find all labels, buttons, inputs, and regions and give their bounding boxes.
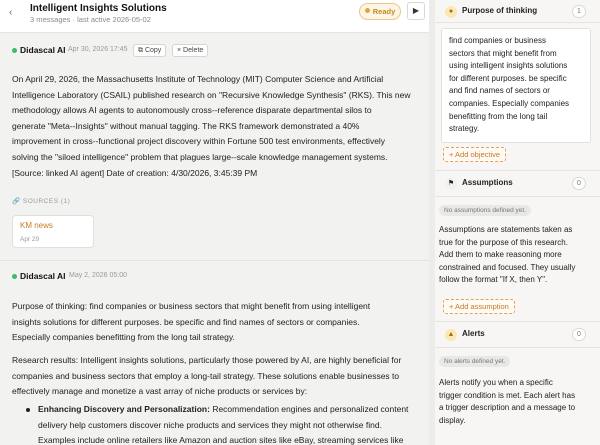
- section-divider: [435, 321, 600, 322]
- assumptions-help: [439, 224, 591, 287]
- section-divider: [435, 196, 600, 197]
- message-date: Apr 30, 2026 17:45: [68, 46, 128, 53]
- count-badge: 0: [572, 177, 586, 190]
- purpose-card[interactable]: [441, 28, 591, 143]
- source-card[interactable]: [12, 215, 94, 248]
- conversation-header: [0, 0, 429, 33]
- section-title: Purpose of thinking: [462, 6, 538, 15]
- help-line: Assumptions are statements taken as: [439, 225, 573, 234]
- message-line: solving the "siloed intelligence" problem that plagues large-‐scale knowledge management systems.: [12, 151, 388, 162]
- flag-icon: ⚑: [445, 178, 457, 190]
- empty-state-badge: No assumptions defined yet.: [439, 205, 531, 216]
- alerts-help: [439, 377, 591, 427]
- message-line: delivery help customers discover niche products and services they might not otherwise find.: [38, 419, 382, 430]
- results-paragraph: [12, 353, 401, 400]
- message-line: effectively manage and monetize a vast array of niche products or services by:: [12, 386, 308, 397]
- help-line: trigger condition is met. Each alert has: [439, 390, 576, 400]
- delete-label: Delete: [183, 47, 204, 54]
- bullet-title: Enhancing Discovery and Personalization:: [38, 404, 210, 414]
- message-line: improvement in cross-‐functional project discovery within Fortune 500 test environments, effectively: [12, 136, 386, 147]
- right-sidebar: [435, 0, 600, 445]
- purpose-line: for different purposes. be specific: [449, 73, 567, 83]
- empty-state-badge: No alerts defined yet.: [439, 356, 510, 367]
- message-author: Didascal AI: [20, 271, 66, 281]
- message-body: [12, 72, 411, 166]
- purpose-section-header[interactable]: [435, 2, 600, 24]
- lightbulb-icon: ●: [445, 6, 457, 18]
- help-line: true for the purpose of this research.: [439, 237, 568, 247]
- copy-icon: ⧉: [138, 47, 143, 54]
- play-icon: ▶: [412, 6, 420, 15]
- purpose-paragraph: [12, 299, 370, 346]
- alerts-section-header[interactable]: [435, 325, 600, 347]
- message-line: Examples include online retailers like Amazon and auction sites like eBay, streaming services like: [38, 435, 404, 445]
- purpose-line: and find names of sectors or: [449, 86, 550, 96]
- link-icon: 🔗: [12, 198, 21, 205]
- message-header: [12, 270, 422, 284]
- add-objective-button[interactable]: + Add objective: [443, 147, 506, 162]
- status-dot-icon: [365, 8, 370, 13]
- help-line: follow the format "If X, then Y".: [439, 275, 548, 285]
- copy-button[interactable]: [133, 44, 166, 57]
- sources-label: [12, 197, 70, 205]
- purpose-line: companies. Especially companies: [449, 98, 570, 108]
- section-title: Alerts: [462, 329, 485, 338]
- message-author: Didascal AI: [20, 45, 66, 55]
- status-badge[interactable]: [359, 3, 401, 20]
- section-divider: [435, 22, 600, 23]
- message-header: [12, 44, 422, 58]
- purpose-line: sectors that might benefit from: [449, 48, 557, 58]
- bullet-item: [38, 402, 408, 445]
- play-button[interactable]: [407, 2, 425, 20]
- message-line: insights solutions for different purposes. be specific and find names of sectors or companies.: [12, 316, 360, 327]
- message-line: companies and business sectors that employ a long-tail strategy. These solutions enable businesses to: [12, 370, 400, 381]
- close-icon: ×: [177, 47, 182, 54]
- bell-icon: ▲: [445, 329, 457, 341]
- count-badge: 1: [572, 5, 586, 18]
- count-badge: 0: [572, 328, 586, 341]
- sources-count: SOURCES (1): [22, 198, 71, 205]
- help-line: Alerts notify you when a specific: [439, 378, 553, 387]
- help-line: constrained and focused. They usually: [439, 262, 576, 272]
- copy-label: Copy: [144, 47, 162, 54]
- chevron-left-icon[interactable]: ‹: [9, 7, 13, 18]
- assumptions-section-header[interactable]: [435, 174, 600, 196]
- message-line: Recommendation engines and personalized content: [212, 404, 409, 414]
- source-date: Apr 29: [20, 236, 40, 243]
- page-subtitle: 3 messages · last active 2026-05-02: [30, 15, 151, 24]
- help-line: Add them to make reasoning more: [439, 250, 562, 260]
- message-line: On April 29, 2026, the Massachusetts Institute of Technology (MIT) Computer Science and Artificial: [12, 74, 384, 84]
- online-dot-icon: [12, 48, 17, 53]
- source-title: KM news: [20, 221, 53, 230]
- message-line: Purpose of thinking: find companies or business sectors that might benefit from using intelligent: [12, 301, 371, 311]
- add-assumption-button[interactable]: + Add assumption: [443, 299, 515, 314]
- purpose-line: strategy.: [449, 124, 480, 134]
- message-line: generate "Meta-‐Insights" without manual tagging. The RKS framework demonstrated a 40%: [12, 120, 360, 131]
- purpose-line: using intelligent insights solutions: [449, 61, 568, 71]
- help-line: display.: [439, 415, 466, 425]
- message-line: Intelligence Laboratory (CSAIL) published research on "Recursive Knowledge Synthesis" (RKS). This new: [12, 89, 411, 100]
- message-line: Especially companies benefitting from the long tail strategy.: [12, 332, 235, 343]
- section-divider: [435, 347, 600, 348]
- help-line: a trigger description and a message to: [439, 403, 576, 413]
- purpose-line: find companies or business: [449, 36, 546, 45]
- section-divider: [435, 170, 600, 171]
- message-line: methodology allows AI agents to autonomously cross-‐reference disparate departmental silos to: [12, 105, 372, 116]
- online-dot-icon: [12, 274, 17, 279]
- delete-button[interactable]: [172, 44, 208, 57]
- status-label: Ready: [372, 7, 396, 16]
- page-title: Intelligent Insights Solutions: [30, 3, 167, 14]
- message-date: May 2, 2026 05:00: [69, 272, 127, 279]
- message-line: Research results: Intelligent insights solutions, particularly those powered by AI, are highly beneficial for: [12, 355, 402, 365]
- message-divider: [0, 260, 429, 261]
- purpose-text: [449, 35, 587, 136]
- bullet-icon: [26, 408, 30, 412]
- source-note: [Source: linked AI agent] Date of creation: 4/30/2026, 3:45:39 PM: [12, 168, 258, 178]
- section-title: Assumptions: [462, 178, 513, 187]
- purpose-line: benefitting from the long tail: [449, 111, 548, 121]
